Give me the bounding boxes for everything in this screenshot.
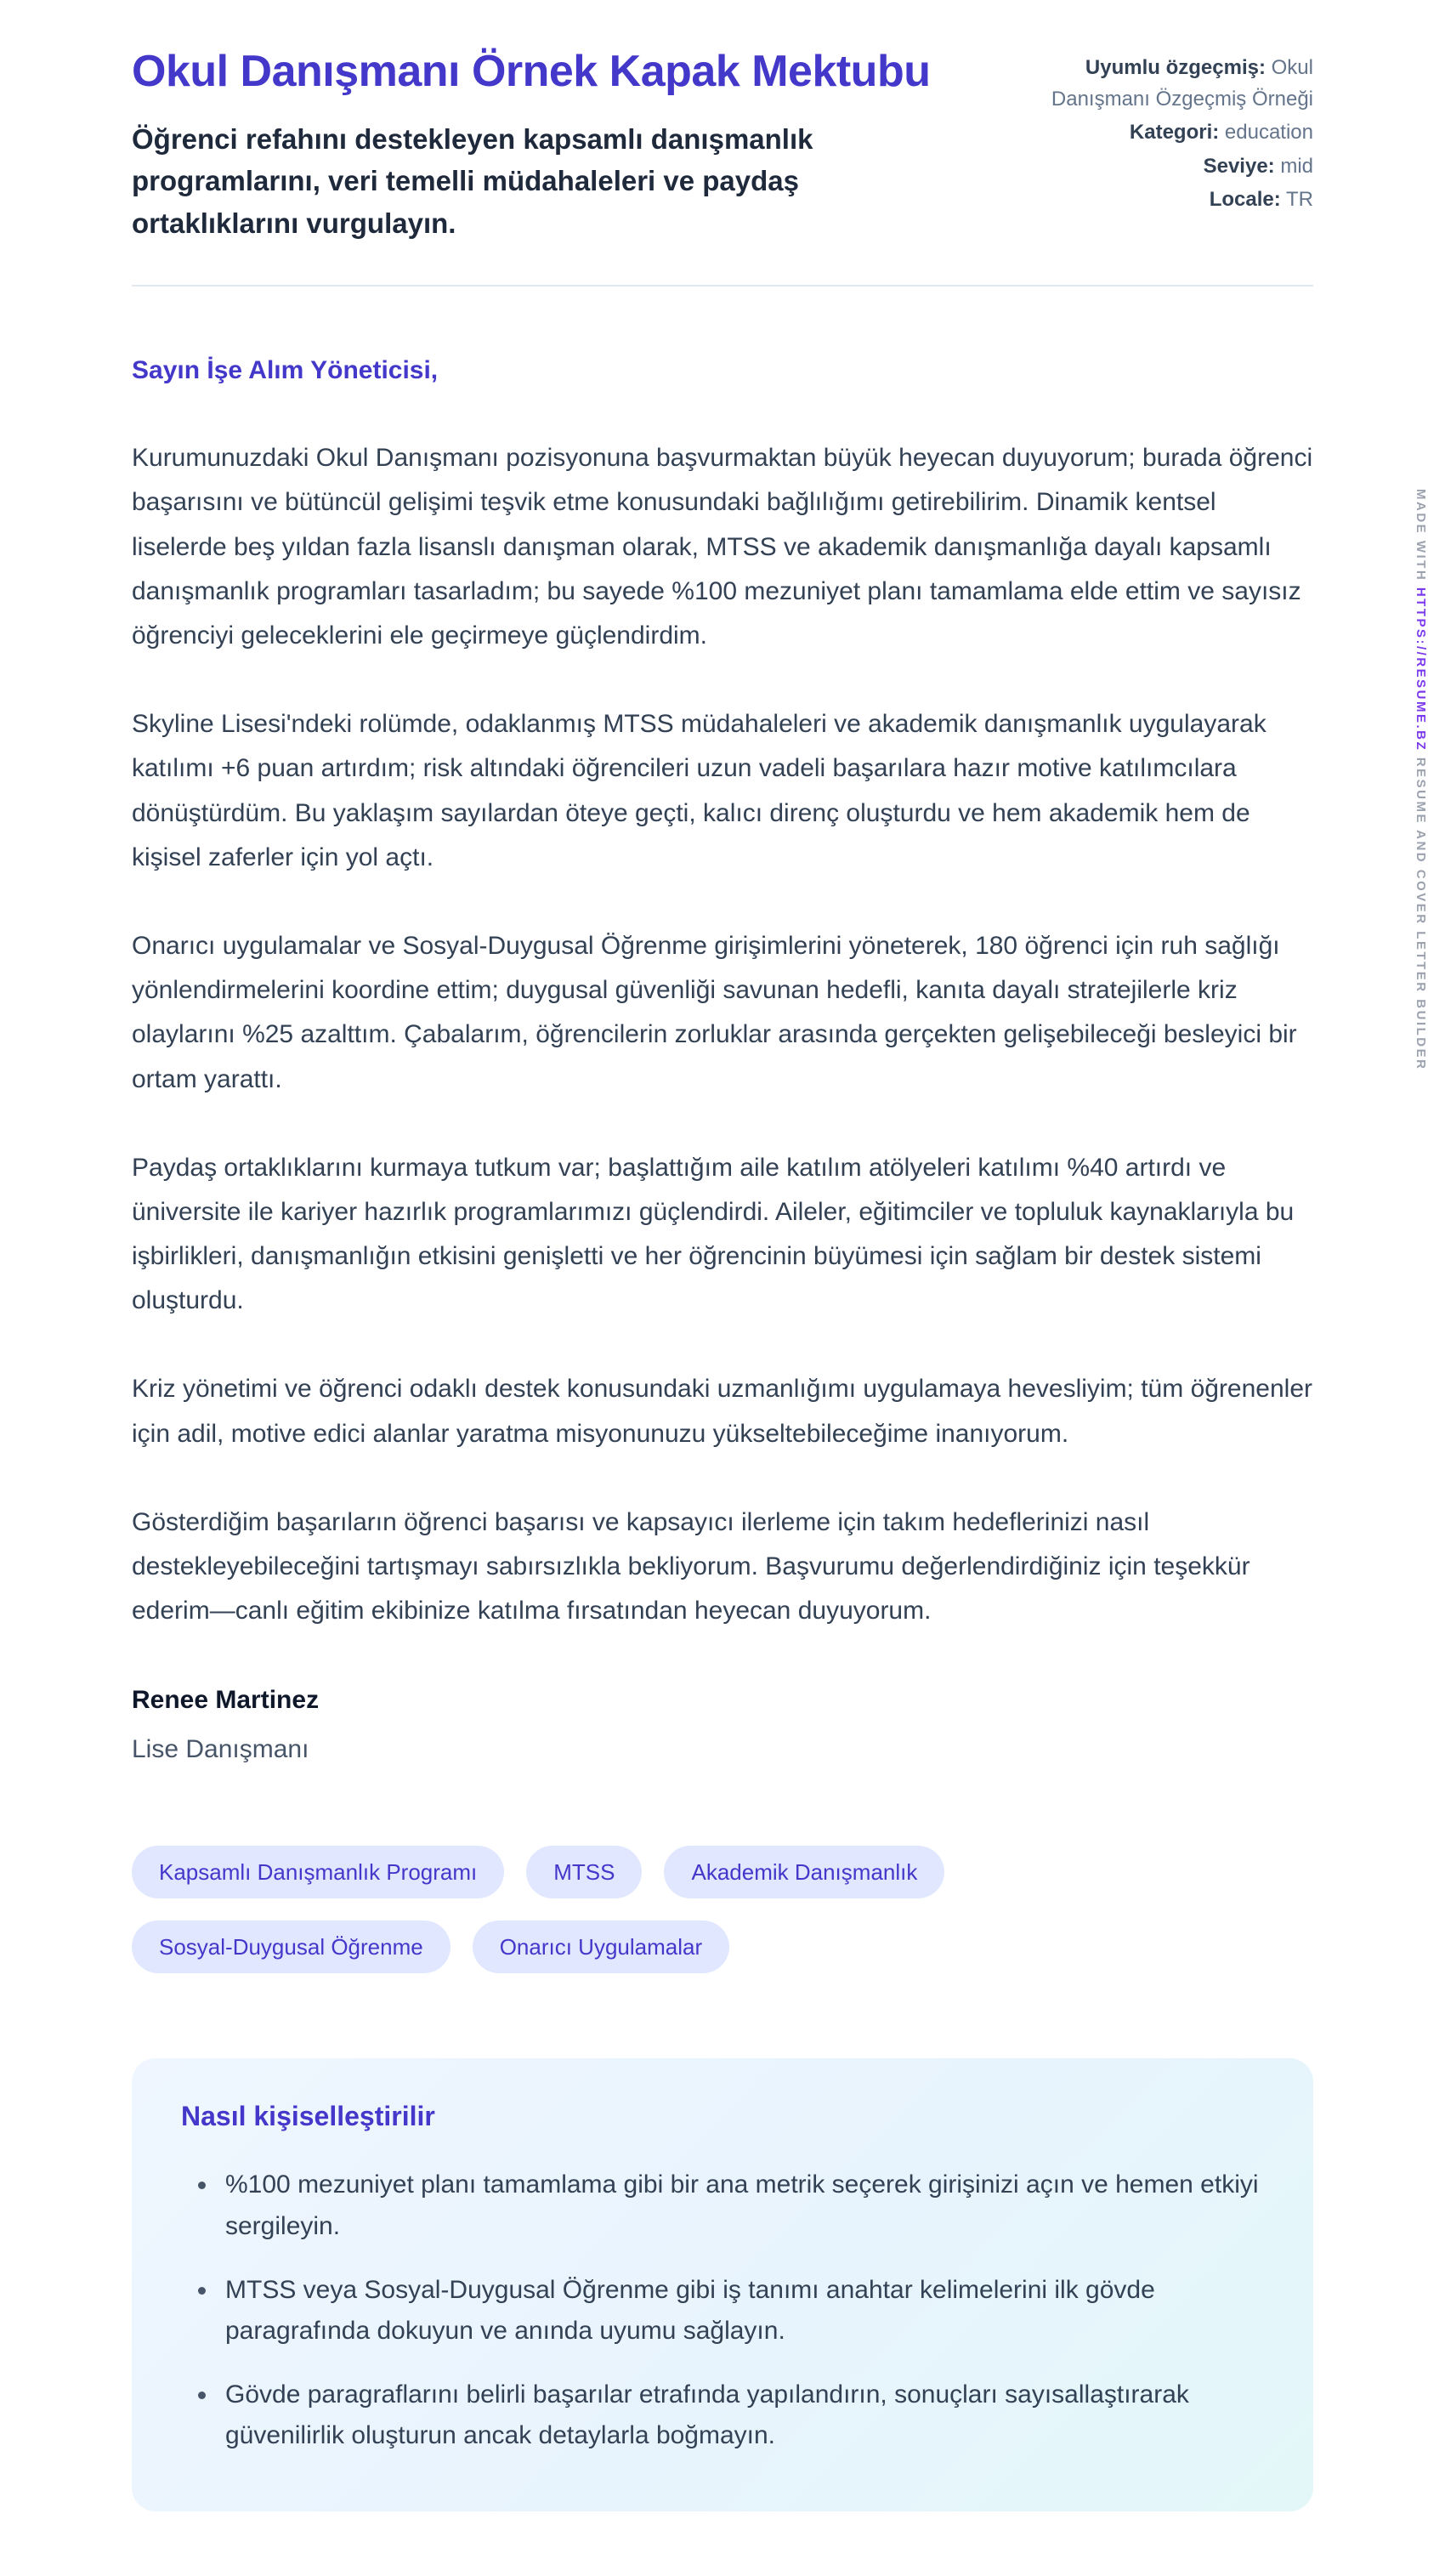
meta-label: Seviye: [1203, 154, 1275, 178]
signature-block [132, 1686, 1313, 1764]
meta-panel [1041, 47, 1313, 244]
tips-list [181, 2165, 1264, 2457]
watermark-prefix: MADE WITH [1414, 489, 1428, 582]
watermark-link[interactable]: HTTPS://RESUME.BZ [1414, 587, 1428, 752]
meta-value: mid [1280, 154, 1313, 178]
meta-value: TR [1286, 187, 1313, 211]
meta-value: education [1224, 121, 1313, 145]
tip-item-3: • Gövde paragraflarını belirli başarılar etrafında yapılandırın, sonuçları sayısallaştırarak güvenilirlik oluşturun ancak detaylarla boğmayın. [218, 2375, 1264, 2457]
watermark-suffix: RESUME AND COVER LETTER BUILDER [1414, 757, 1428, 1071]
letter-paragraph-6: Gösterdiğim başarıların öğrenci başarısı ve kapsayıcı ilerleme için takım hedeflerinizi nasıl destekleyebileceğini tartışmayı sabırsızlıkla bekliyorum. Başvurumu değerlendirdiğiniz için teşekkür ederim—canlı eğitim ekibinize katılma fırsatından heyecan duyuyorum. [132, 1507, 1250, 1626]
meta-label: Locale: [1209, 187, 1281, 211]
header-left [132, 47, 999, 244]
meta-label: Uyumlu özgeçmiş: [1085, 56, 1266, 79]
signature-title: Lise Danışmanı [132, 1735, 309, 1764]
letter-paragraph-5: Kriz yönetimi ve öğrenci odaklı destek konusundaki uzmanlığımı uygulamaya hevesliyim; tüm öğrenenler için adil, motive edici alanlar yaratma misyonunuzu yükseltebileceğime inanıyorum. [132, 1375, 1313, 1448]
page-subtitle: Öğrenci refahını destekleyen kapsamlı danışmanlık programlarını, veri temelli müdahaleleri ve paydaş ortaklıklarını vurgulayın. [132, 122, 813, 239]
letter-paragraph-4: Paydaş ortaklıklarını kurmaya tutkum var; başlattığım aile katılım atölyeleri katılımı %40 artırdı ve üniversite ile kariyer hazırlık programlarımızı güçlendirdi. Aileler, eğitimciler ve topluluk kaynaklarıyla bu işbirlikleri, danışmanlığın etkisini genişletti ve her öğrencinin büyümesi için sağlam bir destek sistemi oluşturdu. [132, 1153, 1295, 1315]
header [132, 47, 1313, 287]
tag-pill-mtss[interactable]: MTSS [526, 1846, 642, 1898]
tip-item-1: • %100 mezuniyet planı tamamlama gibi bir ana metrik seçerek girişinizi açın ve hemen etkiyi sergileyin. [218, 2165, 1264, 2247]
meta-row-category [1041, 116, 1313, 148]
tag-pill-comprehensive-program[interactable]: Kapsamlı Danışmanlık Programı [132, 1846, 504, 1898]
meta-value: Okul Danışmanı Özgeçmiş Örneği [1051, 56, 1313, 111]
letter-paragraph-3: Onarıcı uygulamalar ve Sosyal-Duygusal Öğrenme girişimlerini yöneterek, 180 öğrenci için ruh sağlığı yönlendirmelerini koordine ettim; duygusal güvenliği savunan hedefli, kanıta dayalı stratejilerle kriz olaylarını %25 azalttım. Çabalarım, öğrencilerin zorluklar arasında gerçekten gelişebileceği besleyici bir ortam yarattı. [132, 931, 1297, 1093]
meta-label: Kategori: [1129, 121, 1220, 145]
tag-pill-academic-counseling[interactable]: Akademik Danışmanlık [664, 1846, 944, 1898]
cover-letter-body [132, 356, 1313, 2511]
letter-paragraph-1: Kurumunuzdaki Okul Danışmanı pozisyonuna başvurmaktan büyük heyecan duyuyorum; burada öğrenci başarısını ve bütüncül gelişimi teşvik etme konusundaki bağlılığımı getirebilirim. Dinamik kentsel liselerde beş yıldan fazla lisanslı danışman olarak, MTSS ve akademik danışmanlığa dayalı kapsamlı danışmanlık programları tasarladım; bu sayede %100 mezuniyet planı tamamlama elde ettim ve sayısız öğrenciyi geleceklerini ele geçirmeye güçlendirdim. [132, 444, 1313, 650]
letter-paragraph-2: Skyline Lisesi'ndeki rolümde, odaklanmış MTSS müdahaleleri ve akademik danışmanlık uygulayarak katılımı +6 puan artırdım; risk altındaki öğrencileri uzun vadeli başarılara hazır motive katılımcılara dönüştürdüm. Bu yaklaşım sayılardan öteye geçti, kalıcı direnç oluşturdu ve hem akademik hem de kişisel zaferler için yol açtı. [132, 710, 1266, 871]
page-title: Okul Danışmanı Örnek Kapak Mektubu [132, 47, 931, 96]
tag-pill-sel[interactable]: Sosyal-Duygusal Öğrenme [132, 1921, 450, 1973]
watermark-vertical [1414, 489, 1428, 1070]
tag-pill-restorative-practices[interactable]: Onarıcı Uygulamalar [473, 1921, 729, 1973]
meta-row-locale [1041, 184, 1313, 215]
tag-list [132, 1846, 1237, 1973]
greeting: Sayın İşe Alım Yöneticisi, [132, 356, 439, 385]
signature-name: Renee Martinez [132, 1686, 320, 1715]
tips-card [132, 2058, 1313, 2511]
meta-row-level [1041, 150, 1313, 182]
tips-title: Nasıl kişiselleştirilir [181, 2101, 435, 2132]
tip-item-2: • MTSS veya Sosyal-Duygusal Öğrenme gibi iş tanımı anahtar kelimelerini ilk gövde paragrafında dokuyun ve anında uyumu sağlayın. [218, 2270, 1264, 2352]
meta-row-matching-resume [1041, 52, 1313, 115]
